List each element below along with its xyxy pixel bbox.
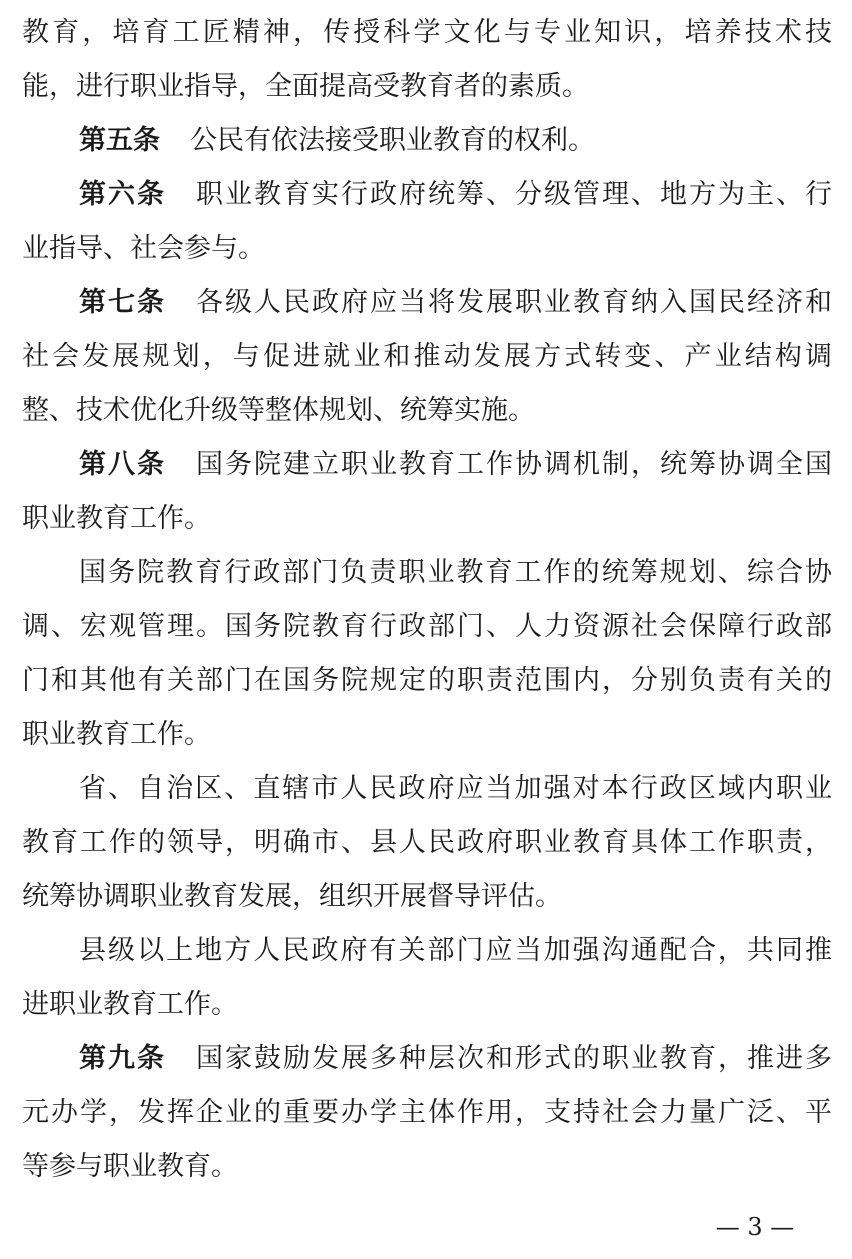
article-9-line (22, 1026, 832, 1080)
text-line: 进职业教育工作。 (22, 989, 238, 1020)
article-6-line (22, 162, 832, 216)
article-5-line (22, 108, 832, 162)
text-line: 门和其他有关部门在国务院规定的职责范围内，分别负责有关的 (22, 665, 832, 696)
article-text: 国务院建立职业教育工作协调机制，统筹协调全国 (196, 449, 832, 480)
text-line: 整、技术优化升级等整体规划、统筹实施。 (22, 395, 535, 426)
article-number: 第七条 (79, 287, 166, 318)
article-text: 国家鼓励发展多种层次和形式的职业教育，推进多 (196, 1043, 832, 1074)
text-line: 职业教育工作。 (22, 503, 211, 534)
text-line: 职业教育工作。 (22, 719, 211, 750)
text-line: 统筹协调职业教育发展，组织开展督导评估。 (22, 881, 562, 912)
text-line: 等参与职业教育。 (22, 1151, 238, 1182)
article-number: 第六条 (79, 179, 166, 210)
page-number: — 3 — (715, 1213, 795, 1241)
text-line: 元办学，发挥企业的重要办学主体作用，支持社会力量广泛、平 (22, 1097, 832, 1128)
text-line: 省、自治区、直辖市人民政府应当加强对本行政区域内职业 (79, 773, 832, 804)
article-number: 第八条 (79, 449, 166, 480)
article-number: 第九条 (79, 1043, 166, 1074)
article-text: 各级人民政府应当将发展职业教育纳入国民经济和 (196, 287, 832, 318)
text-line: 调、宏观管理。国务院教育行政部门、人力资源社会保障行政部 (22, 611, 832, 642)
article-number: 第五条 (79, 125, 160, 156)
document-body (22, 0, 832, 1188)
text-line: 业指导、社会参与。 (22, 233, 265, 264)
article-8-line (22, 432, 832, 486)
text-line: 能，进行职业指导，全面提高受教育者的素质。 (22, 71, 589, 102)
text-line: 国务院教育行政部门负责职业教育工作的统筹规划、综合协 (79, 557, 832, 588)
text-line: 社会发展规划，与促进就业和推动发展方式转变、产业结构调 (22, 341, 832, 372)
article-7-line (22, 270, 832, 324)
text-line: 县级以上地方人民政府有关部门应当加强沟通配合，共同推 (79, 935, 832, 966)
article-text: 职业教育实行政府统筹、分级管理、地方为主、行 (196, 179, 832, 210)
text-line: 教育，培育工匠精神，传授科学文化与专业知识，培养技术技 (22, 17, 832, 48)
text-line: 教育工作的领导，明确市、县人民政府职业教育具体工作职责， (22, 827, 832, 858)
article-text: 公民有依法接受职业教育的权利。 (190, 125, 595, 156)
